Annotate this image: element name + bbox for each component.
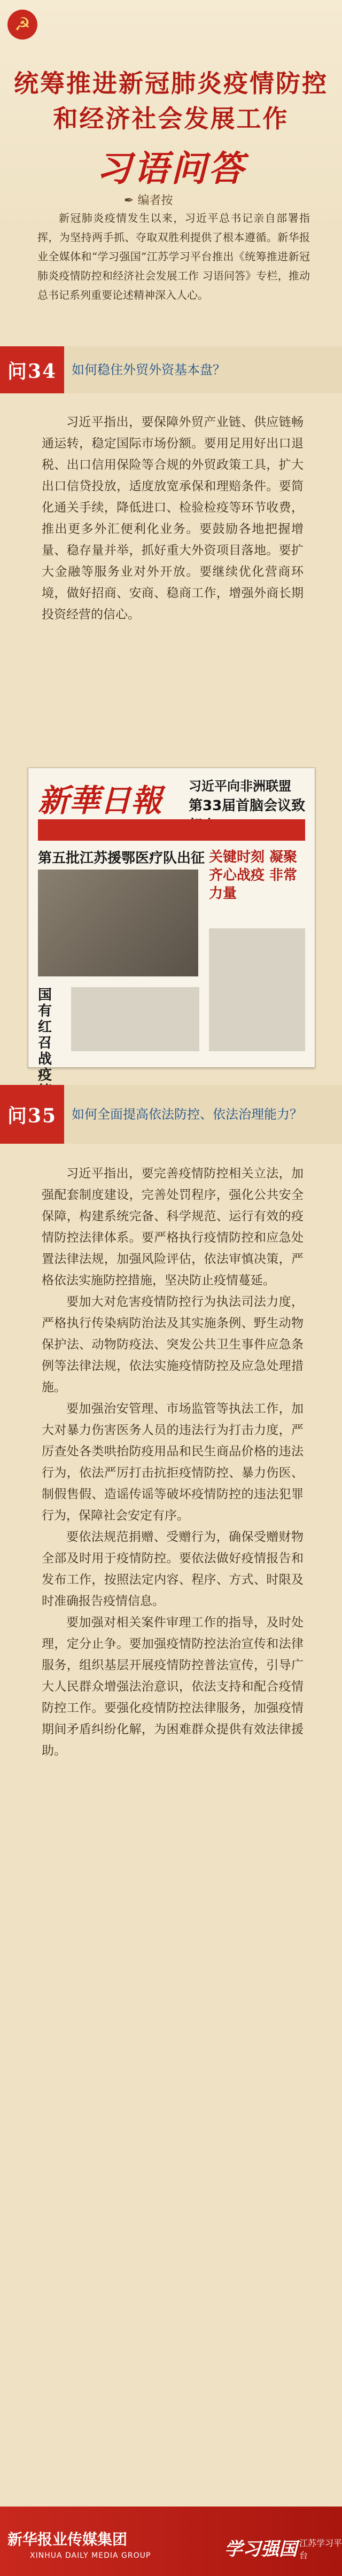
platform-name: 江苏学习平台 <box>299 2538 342 2561</box>
intro-paragraph: 新冠肺炎疫情发生以来，习近平总书记亲自部署指挥，为坚持两手抓、夺取双胜利提供了根本遵循。新华报业全媒体和“学习强国”江苏学习平台推出《统筹推进新冠肺炎疫情防控和经济社会发展工作 习语问答》专栏，推动总书记系列重要论述精神深入人心。 <box>37 212 310 301</box>
newspaper-photo <box>38 870 198 976</box>
title-line-1: 统筹推进新冠肺炎疫情防控 <box>14 69 328 98</box>
editor-note-label: ✒ 编者按 <box>124 194 173 207</box>
answer-paragraph: 习近平指出，要完善疫情防控相关立法，加强配套制度建设，完善处罚程序，强化公共安全保障，构建系统完备、科学规范、运行有效的疫情防控法律体系。要严格执行疫情防控和应急处置法律法规，加强风险评估，依法审慎决策，严格依法实施防控措施，坚决防止疫情蔓延。 <box>42 1167 304 1287</box>
newspaper-masthead: 新華日報 <box>38 782 162 819</box>
group-logo: 新华报业传媒集团 <box>7 2531 128 2548</box>
newspaper-column <box>209 928 305 1051</box>
answer-paragraph: 要依法规范捐赠、受赠行为，确保受赠财物全部及时用于疫情防控。要依法做好疫情报告和发布工作，按照法定内容、程序、方式、时限及时准确报告疫情信息。 <box>42 1530 304 1608</box>
newspaper-side-headline: 关键时刻 凝聚齐心战疫 非常力量 <box>209 849 298 902</box>
question-text: 如何稳住外贸外资基本盘？ <box>72 362 226 377</box>
party-emblem-icon: ☭ <box>7 10 37 40</box>
editor-label-text: 编者按 <box>137 194 173 207</box>
newspaper-subhead: 第五批江苏援鄂医疗队出征 <box>38 850 205 866</box>
question-34-bar <box>0 346 342 393</box>
newspaper-column <box>71 987 199 1051</box>
answer-paragraph: 要加强对相关案件审理工作的指导，及时处理，定分止争。要加强疫情防控法治宣传和法律服务，组织基层开展疫情防控普法宣传，引导广大人民群众增强法治意识，依法支持和配合疫情防控工作。要强化疫情防控法律服务，加强疫情期间矛盾纠纷化解，为困难群众提供有效法律援助。 <box>42 1616 304 1758</box>
question-text: 如何全面提高依法防控、依法治理能力？ <box>72 1107 302 1122</box>
platform-logo: 学习强国 <box>224 2539 297 2560</box>
brush-title: 习语问答 <box>96 148 246 189</box>
newspaper-vertical-title: 国有红召战疫 <box>38 987 52 1083</box>
question-number: 问35 <box>7 1104 57 1127</box>
title-line-2: 和经济社会发展工作 <box>53 104 289 133</box>
question-number: 问34 <box>7 360 57 383</box>
group-logo-en: XINHUA DAILY MEDIA GROUP <box>30 2551 151 2560</box>
answer-paragraph: 要加大对危害疫情防控行为执法司法力度，严格执行传染病防治法及其实施条例、野生动物保护法、动物防疫法、突发公共卫生事件应急条例等法律法规，依法实施疫情防控及应急处理措施。 <box>42 1295 304 1394</box>
answer-paragraph: 习近平指出，要保障外贸产业链、供应链畅通运转，稳定国际市场份额。要用足用好出口退税、出口信用保险等合规的外贸政策工具，扩大出口信贷投放，适度放宽承保和理赔条件。要简化通关手续，降低进口、检验检疫等环节收费，推出更多外汇便利化业务。要鼓励各地把握增量、稳存量并举，抓好重大外资项目落地。要扩大金融等服务业对外开放。要继续优化营商环境，做好招商、安商、稳商工作，增强外商长期投资经营的信心。 <box>42 415 304 622</box>
header <box>0 0 342 230</box>
newspaper-headline-2: 第33届首脑会议致 <box>189 798 306 814</box>
newspaper-banner <box>38 819 305 841</box>
answer-34 <box>42 412 304 625</box>
footer <box>0 2507 342 2576</box>
question-35-bar <box>0 1085 342 1144</box>
newspaper-headline-1: 习近平向非洲联盟 <box>189 779 291 794</box>
newspaper-image <box>28 767 315 1083</box>
answer-paragraph: 要加强治安管理、市场监管等执法工作，加大对暴力伤害医务人员的违法行为打击力度，严厉查处各类哄抬防疫用品和民生商品价格的违法行为，依法严厉打击抗拒疫情防控、暴力伤医、制假售假、造谣传谣等破坏疫情防控的违法犯罪行为，保障社会安定有序。 <box>42 1402 304 1523</box>
answer-35 <box>42 1163 304 1762</box>
